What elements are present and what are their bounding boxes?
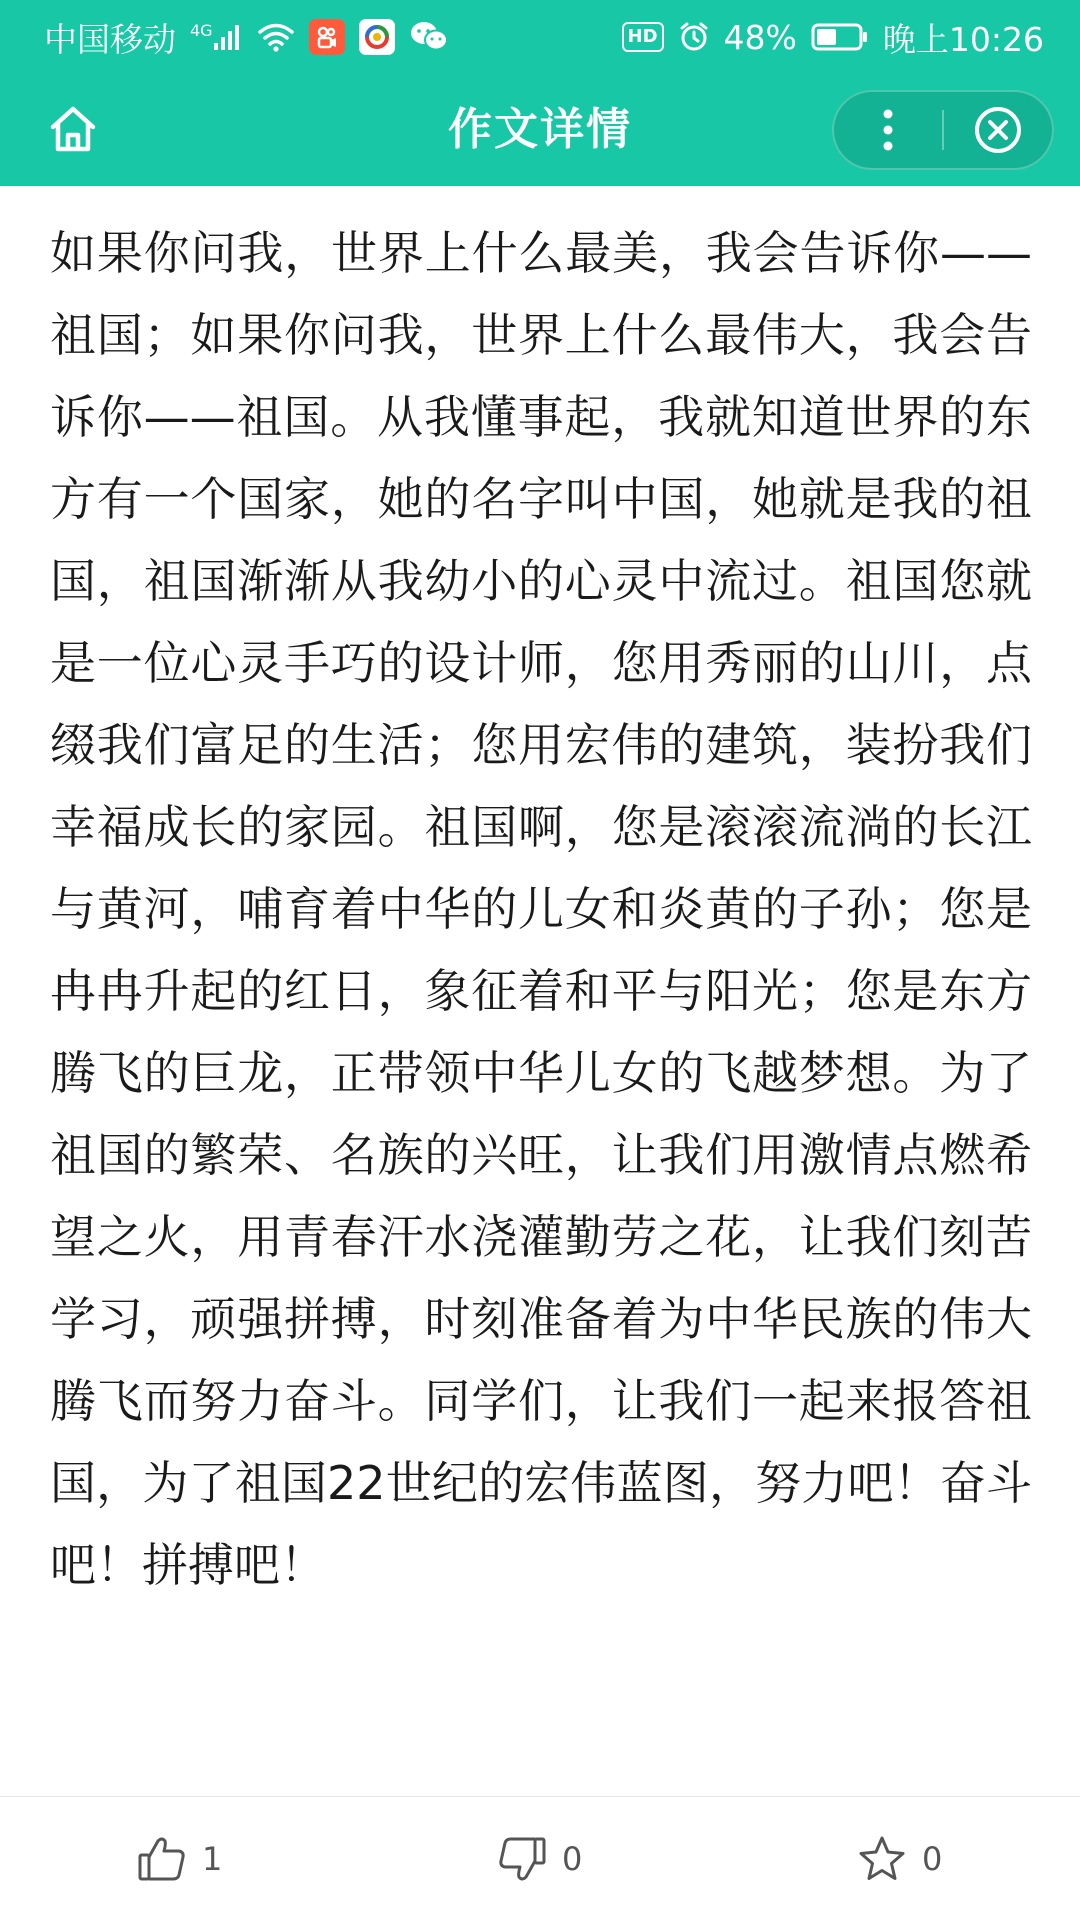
battery-percent: 48% [723, 17, 797, 57]
mini-program-capsule [832, 90, 1054, 170]
bottom-action-bar [0, 1796, 1080, 1920]
favorite-button[interactable] [856, 1797, 942, 1920]
dislike-count: 0 [562, 1840, 583, 1878]
essay-content[interactable] [0, 186, 1080, 1796]
kuaishou-app-icon [309, 19, 345, 55]
wifi-icon [257, 17, 295, 57]
favorite-count: 0 [922, 1840, 943, 1878]
more-button[interactable] [834, 92, 942, 168]
like-count: 1 [202, 1840, 223, 1878]
star-icon [856, 1833, 908, 1885]
close-button[interactable] [944, 92, 1052, 168]
alarm-icon [678, 17, 710, 57]
signal-icon [190, 17, 243, 57]
carrier-name: 中国移动 [44, 19, 176, 59]
wechat-icon [409, 17, 449, 57]
essay-body: 如果你问我，世界上什么最美，我会告诉你——祖国；如果你问我，世界上什么最伟大，我会告诉你——祖国。从我懂事起，我就知道世界的东方有一个国家，她的名字叫中国，她就是我的祖国，祖国渐渐从我幼小的心灵中流过。祖国您就是一位心灵手巧的设计师，您用秀丽的山川，点缀我们富足的生活；您用宏伟的建筑，装扮我们幸福成长的家园。祖国啊，您是滚滚流淌的长江与黄河，哺育着中华的儿女和炎黄的子孙；您是冉冉升起的红日，象征着和平与阳光；您是东方腾飞的巨龙，正带领中华儿女的飞越梦想。为了祖国的繁荣、名族的兴旺，让我们用激情点燃希望之火，用青春汗水浇灌勤劳之花，让我们刻苦学习，顽强拼搏，时刻准备着为中华民族的伟大腾飞而努力奋斗。同学们，让我们一起来报答祖国，为了祖国22世纪的宏伟蓝图，努力吧！奋斗吧！拼搏吧！ [50, 226, 1032, 1592]
status-right [622, 14, 1044, 61]
more-vertical-icon [882, 108, 894, 152]
like-button[interactable] [136, 1797, 222, 1920]
hd-badge: HD [622, 22, 664, 52]
thumbs-up-icon [136, 1833, 188, 1885]
close-circle-icon [973, 105, 1023, 155]
dislike-button[interactable] [496, 1797, 582, 1920]
network-type: 4G [190, 21, 213, 40]
status-bar [0, 0, 1080, 74]
app-header [0, 74, 1080, 186]
news-app-icon [359, 19, 395, 55]
thumbs-down-icon [496, 1833, 548, 1885]
status-left [44, 14, 449, 61]
page-title: 作文详情 [448, 104, 632, 155]
battery-icon [811, 17, 869, 57]
clock-time: 晚上10:26 [882, 19, 1044, 59]
